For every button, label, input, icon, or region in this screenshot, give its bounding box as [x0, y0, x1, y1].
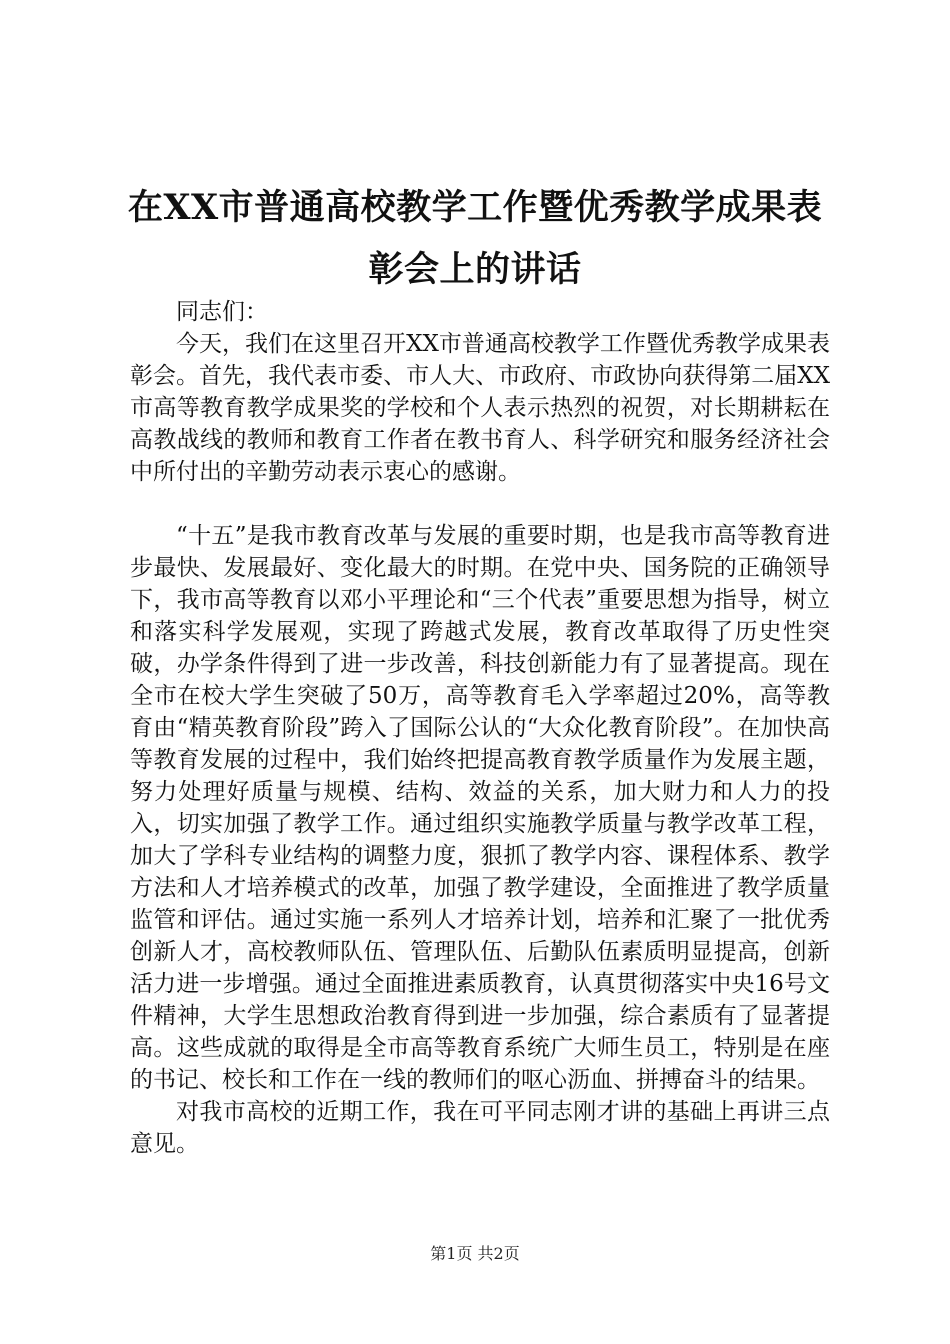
paragraph-achievements: “十五”是我市教育改革与发展的重要时期，也是我市高等教育进步最快、发展最好、变化最大的时期。在党中央、国务院的正确领导下，我市高等教育以邓小平理论和“三个代表”重要思想为指导，树立和落实科学发展观，实现了跨越式发展，教育改革取得了历史性突破，办学条件得到了进一步改善，科技创新能力有了显著提高。现在全市在校大学生突破了50万，高等教育毛入学率超过20%，高等教育由“精英教育阶段”跨入了国际公认的“大众化教育阶段”。在加快高等教育发展的过程中，我们始终把提高教育教学质量作为发展主题，努力处理好质量与规模、结构、效益的关系，加大财力和人力的投入，切实加强了教学工作。通过组织实施教学质量与教学改革工程，加大了学科专业结构的调整力度，狠抓了教学内容、课程体系、教学方法和人才培养模式的改革，加强了教学建设，全面推进了教学质量监管和评估。通过实施一系列人才培养计划，培养和汇聚了一批优秀创新人才，高校教师队伍、管理队伍、后勤队伍素质明显提高，创新活力进一步增强。通过全面推进素质教育，认真贯彻落实中央16号文件精神，大学生思想政治教育得到进一步加强，综合素质有了显著提高。这些成就的取得是全市高等教育系统广大师生员工，特别是在座的书记、校长和工作在一线的教师们的呕心沥血、拼搏奋斗的结果。: [130, 523, 830, 1093]
document-title-line-1: 在XX市普通高校教学工作暨优秀教学成果表: [127, 187, 823, 228]
salutation: 同志们：: [176, 299, 268, 325]
page-indicator: 第1页 共2页: [430, 1244, 520, 1263]
paragraph-opening: 今天，我们在这里召开XX市普通高校教学工作暨优秀教学成果表彰会。首先，我代表市委、市人大、市政府、市政协向获得第二届XX市高等教育教学成果奖的学校和个人表示热烈的祝贺，对长期耕耘在高教战线的教师和教育工作者在教书育人、科学研究和服务经济社会中所付出的辛勤劳动表示衷心的感谢。: [130, 331, 830, 485]
document-body: [130, 296, 830, 1160]
paragraph-transition: 对我市高校的近期工作，我在可平同志刚才讲的基础上再讲三点意见。: [130, 1099, 830, 1157]
document-title-line-2: 彰会上的讲话: [368, 249, 582, 290]
